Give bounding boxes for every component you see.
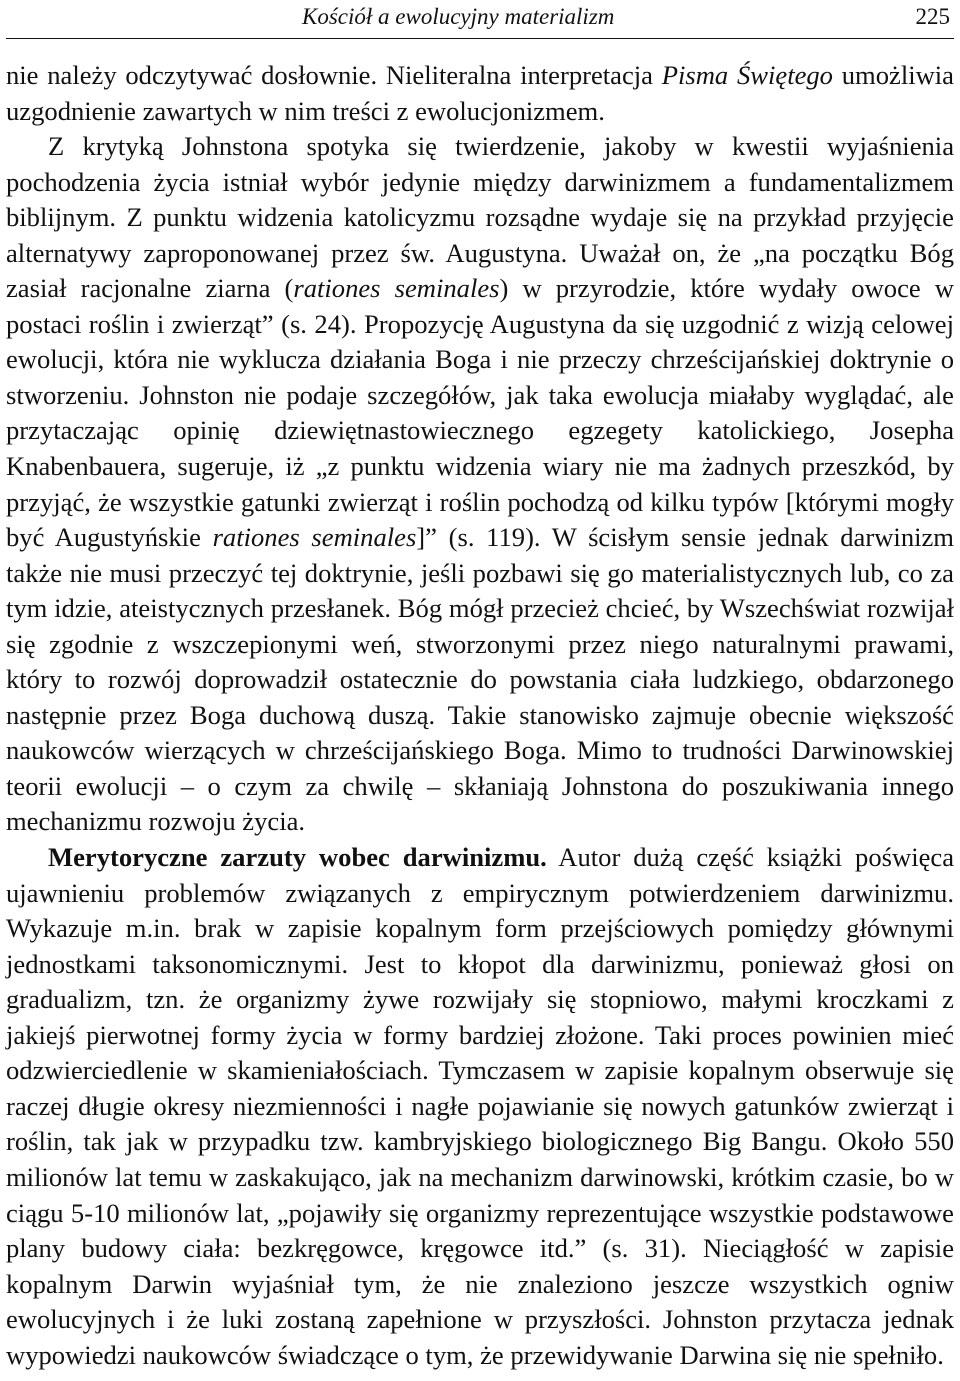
text-segment: Z krytyką Johnstona spotyka się twierdzenie, jakoby w kwestii wyjaśnienia pochodzenia życia istniał wybór jedynie między darwinizmem a fundamentalizmem biblijnym. Z punktu widzenia katolicyzmu rozsądne wydaje się na przykład przyjęcie alternatywy zaproponowanej przez św. Augustyna. Uważał on, że „na początku Bóg zasiał racjonalne ziarna ( [6,131,954,304]
italic-term: rationes seminales [293,273,500,304]
section-lead-heading: Merytoryczne zarzuty wobec darwinizmu. [48,842,547,873]
running-title: Kościół a ewolucyjny materializm [302,4,615,29]
header-rule [6,38,954,39]
paragraph-objections [6,840,954,1373]
italic-term: Pisma Świętego [661,60,833,90]
book-page [6,0,954,1381]
text-segment: umożliwia uzgodnienie zawartych w nim treści z ewolucjonizmem. [6,60,954,126]
page-number: 225 [915,4,950,29]
body-text [6,58,954,1373]
paragraph-continued [6,58,954,129]
italic-term: rationes seminales [212,522,417,553]
text-segment: ]” (s. 119). W ścisłym sensie jednak darwinizm także nie musi przeczyć tej doktrynie, jeśli pozbawi się go materialistycznych lub, co za tym idzie, ateistycznych przesłanek. Bóg mógł przecież chcieć, by Wszechświat rozwijał się zgodnie z wszczepionymi weń, stworzonymi przez niego naturalnymi prawami, który to rozwój doprowadził ostatecznie do powstania ciała ludzkiego, obdarzonego następnie przez Boga duchową duszą. Takie stanowisko zajmuje obecnie większość naukowców wierzących w chrześcijańskiego Boga. Mimo to trudności Darwinowskiej teorii ewolucji – o czym za chwilę – skłaniają Johnstona do poszukiwania innego mechanizmu rozwoju życia. [6,522,954,837]
paragraph-augustine [6,129,954,840]
text-segment: ) w przyrodzie, które wydały owoce w postaci roślin i zwierząt” (s. 24). Propozycję Augustyna da się uzgodnić z wizją celowej ewolucji, która nie wyklucza działania Boga i nie przeczy chrześcijańskiej doktrynie o stworzeniu. Johnston nie podaje szczegółów, jak taka ewolucja miałaby wyglądać, ale przytaczając opinię dziewiętnastowiecznego egzegety katolickiego, Josepha Knabenbauera, sugeruje, iż „z punktu widzenia wiary nie ma żadnych przeszkód, by przyjąć, że wszystkie gatunki zwierząt i roślin pochodzą od kilku typów [którymi mogły być Augustyńskie [6,273,955,553]
text-segment: nie należy odczytywać dosłownie. Nieliteralna interpretacja [6,60,662,90]
text-segment: Autor dużą część książki poświęca ujawnieniu problemów związanych z empirycznym potwierdzeniem darwinizmu. Wykazuje m.in. brak w zapisie kopalnym form przejściowych pomiędzy głównymi jednostkami taksonomicznymi. Jest to kłopot dla darwinizmu, ponieważ głosi on gradualizm, tzn. że organizmy żywe rozwijały się stopniowo, małymi kroczkami z jakiejś pierwotnej formy życia w formy bardziej złożone. Taki proces powinien mieć odzwierciedlenie w skamieniałościach. Tymczasem w zapisie kopalnym obserwuje się raczej długie okresy niezmienności i nagłe pojawianie się nowych gatunków zwierząt i roślin, tak jak w przypadku tzw. kambryjskiego biologicznego Big Bangu. Około 550 milionów lat temu w zaskakująco, jak na mechanizm darwinowski, krótkim czasie, bo w ciągu 5-10 milionów lat, „pojawiły się organizmy reprezentujące wszystkie podstawowe plany budowy ciała: bezkręgowce, kręgowce itd.” (s. 31). Nieciągłość w zapisie kopalnym Darwin wyjaśniał tym, że nie znaleziono jeszcze wszystkich ogniw ewolucyjnych i że luki zostaną zapełnione w przyszłości. Johnston przytacza jednak wypowiedzi naukowców świadczące o tym, że przewidywanie Darwina się nie spełniło. [6,842,954,1370]
running-header [6,2,954,36]
